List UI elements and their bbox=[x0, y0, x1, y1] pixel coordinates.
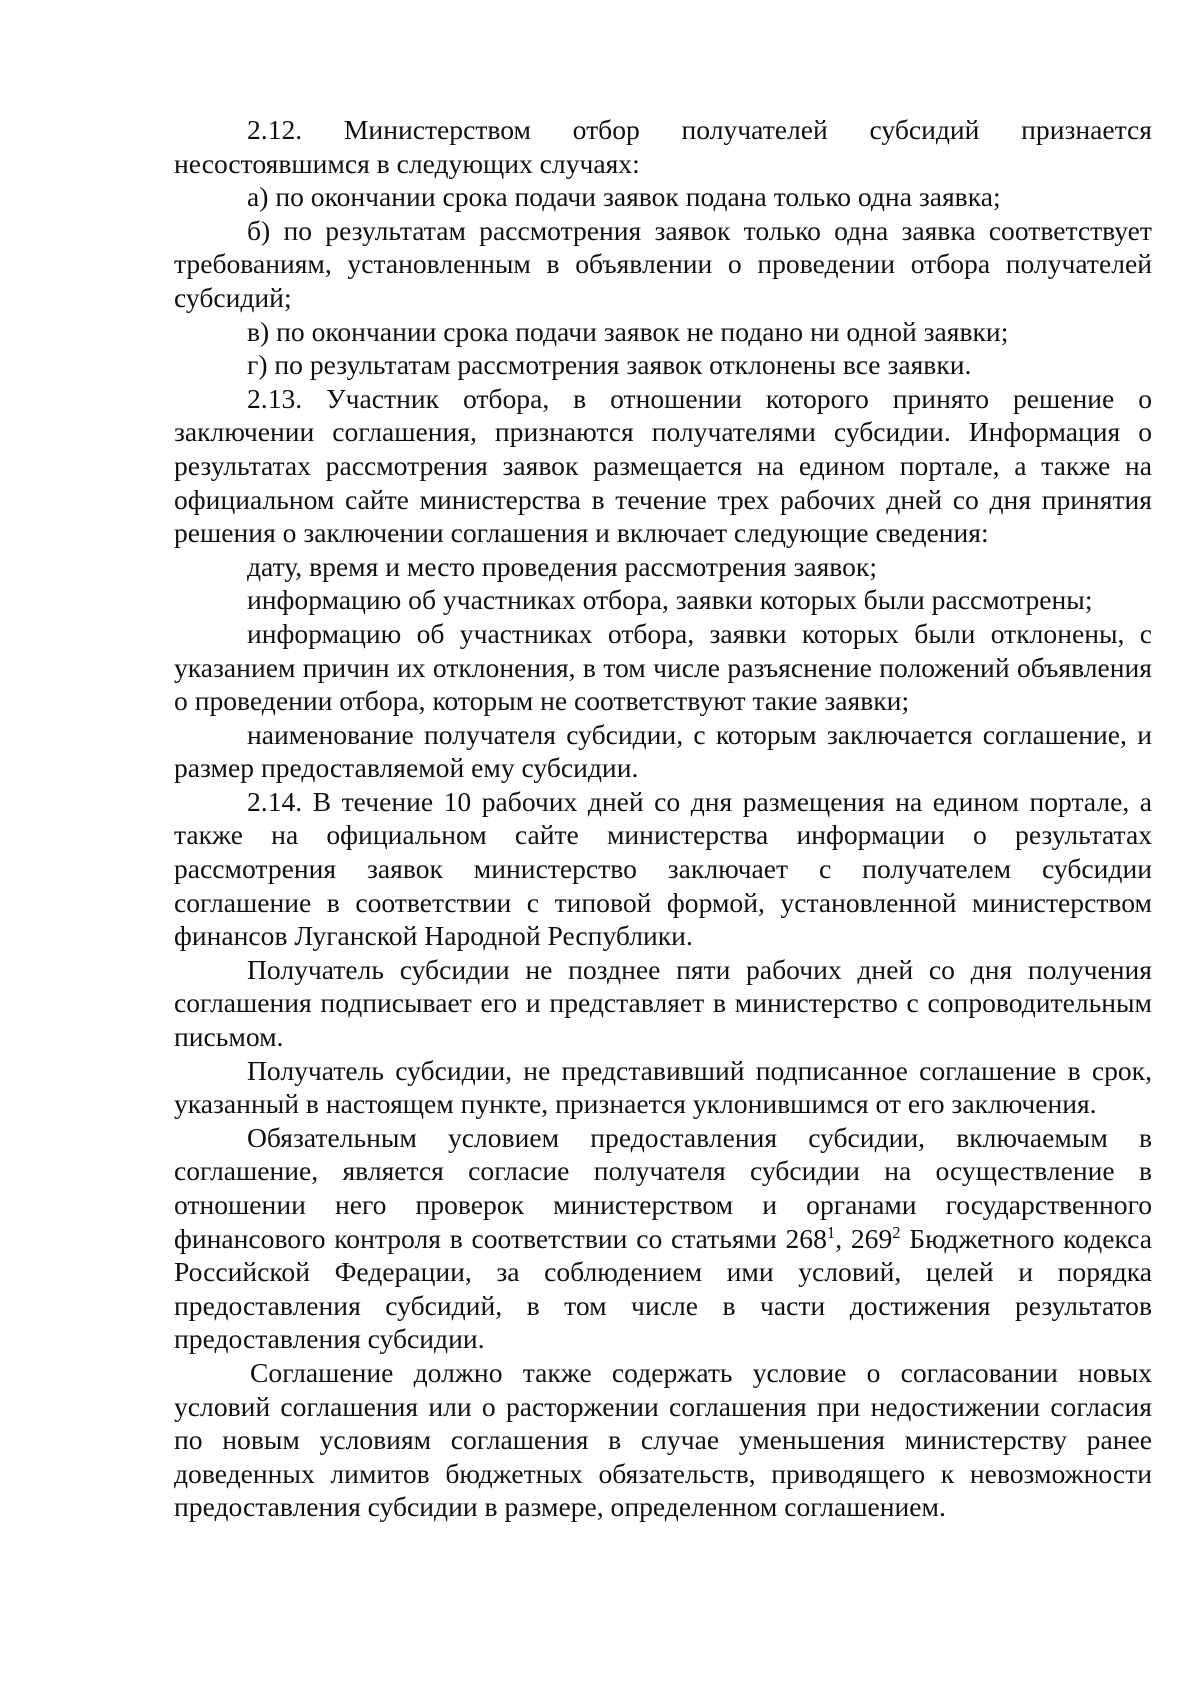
list-item-b: б) по результатам рассмотрения заявок только одна заявка соответствует требованиям, установленным в объявлении о проведении отбора получателей субсидий; bbox=[174, 214, 1152, 313]
info-item-date: дату, время и место проведения рассмотрения заявок; bbox=[247, 550, 877, 582]
paragraph-2-13: 2.13. Участник отбора, в отношении которого принято решение о заключении соглашения, признаются получателями субсидии. Информация о результатах рассмотрения заявок размещается на едином портале, а также на официальном сайте министерства в течение трех рабочих дней со дня принятия решения о заключении соглашения и включает следующие сведения: bbox=[174, 382, 1152, 549]
paragraph-2-14: 2.14. В течение 10 рабочих дней со дня размещения на едином портале, а также на официальном сайте министерства информации о результатах рассмотрения заявок министерство заключает с получателем субсидии соглашение в соответствии с типовой формой, установленной министерством финансов Луганской Народной Республики. bbox=[174, 785, 1152, 952]
paragraph-2-12: 2.12. Министерством отбор получателей субсидий признается несостоявшимся в следующих случаях: bbox=[174, 114, 1152, 179]
budget-text-after: Бюджетного кодекса Российской Федерации, за соблюдением ими условий, целей и порядка предоставления субсидий, в том числе в части достижения результатов предоставления субсидии. bbox=[174, 1222, 1153, 1355]
list-item-v: в) по окончании срока подачи заявок не подано ни одной заявки; bbox=[247, 315, 1009, 347]
paragraph-mandatory-condition bbox=[174, 1121, 1152, 1356]
superscript-2: 2 bbox=[892, 1222, 901, 1242]
document-body bbox=[174, 113, 1152, 1524]
paragraph-evasion: Получатель субсидии, не представивший подписанное соглашение в срок, указанный в настоящем пункте, признается уклонившимся от его заключения. bbox=[174, 1054, 1152, 1120]
list-item-a: а) по окончании срока подачи заявок подана только одна заявка; bbox=[247, 181, 1001, 213]
paragraph-agreement-terms: Соглашение должно также содержать условие о согласовании новых условий соглашения или о расторжении соглашения при недостижении согласия по новым условиям соглашения в случае уменьшения министерству ранее доведенных лимитов бюджетных обязательств, приводящего к невозможности предоставления субсидии в размере, определенном соглашением. bbox=[174, 1356, 1152, 1523]
paragraph-signing: Получатель субсидии не позднее пяти рабочих дней со дня получения соглашения подписывает его и представляет в министерство с сопроводительным письмом. bbox=[174, 953, 1152, 1053]
superscript-1: 1 bbox=[826, 1222, 836, 1242]
budget-text-before: Обязательным условием предоставления субсидии, включаемым в соглашение, является согласие получателя субсидии на осуществление в отношении него проверок министерством и органами государственного финансового контроля в соответствии со статьями 268 bbox=[174, 1121, 1152, 1254]
info-item-recipient: наименование получателя субсидии, с которым заключается соглашение, и размер предоставляемой ему субсидии. bbox=[174, 718, 1152, 784]
info-item-reviewed: информацию об участниках отбора, заявки которых были рассмотрены; bbox=[247, 584, 1093, 616]
budget-text-middle: , 269 bbox=[835, 1222, 893, 1254]
info-item-rejected: информацию об участниках отбора, заявки которых были отклонены, с указанием причин их отклонения, в том числе разъяснение положений объявления о проведении отбора, которым не соответствуют такие заявки; bbox=[174, 617, 1152, 717]
list-item-g: г) по результатам рассмотрения заявок отклонены все заявки. bbox=[247, 349, 972, 381]
